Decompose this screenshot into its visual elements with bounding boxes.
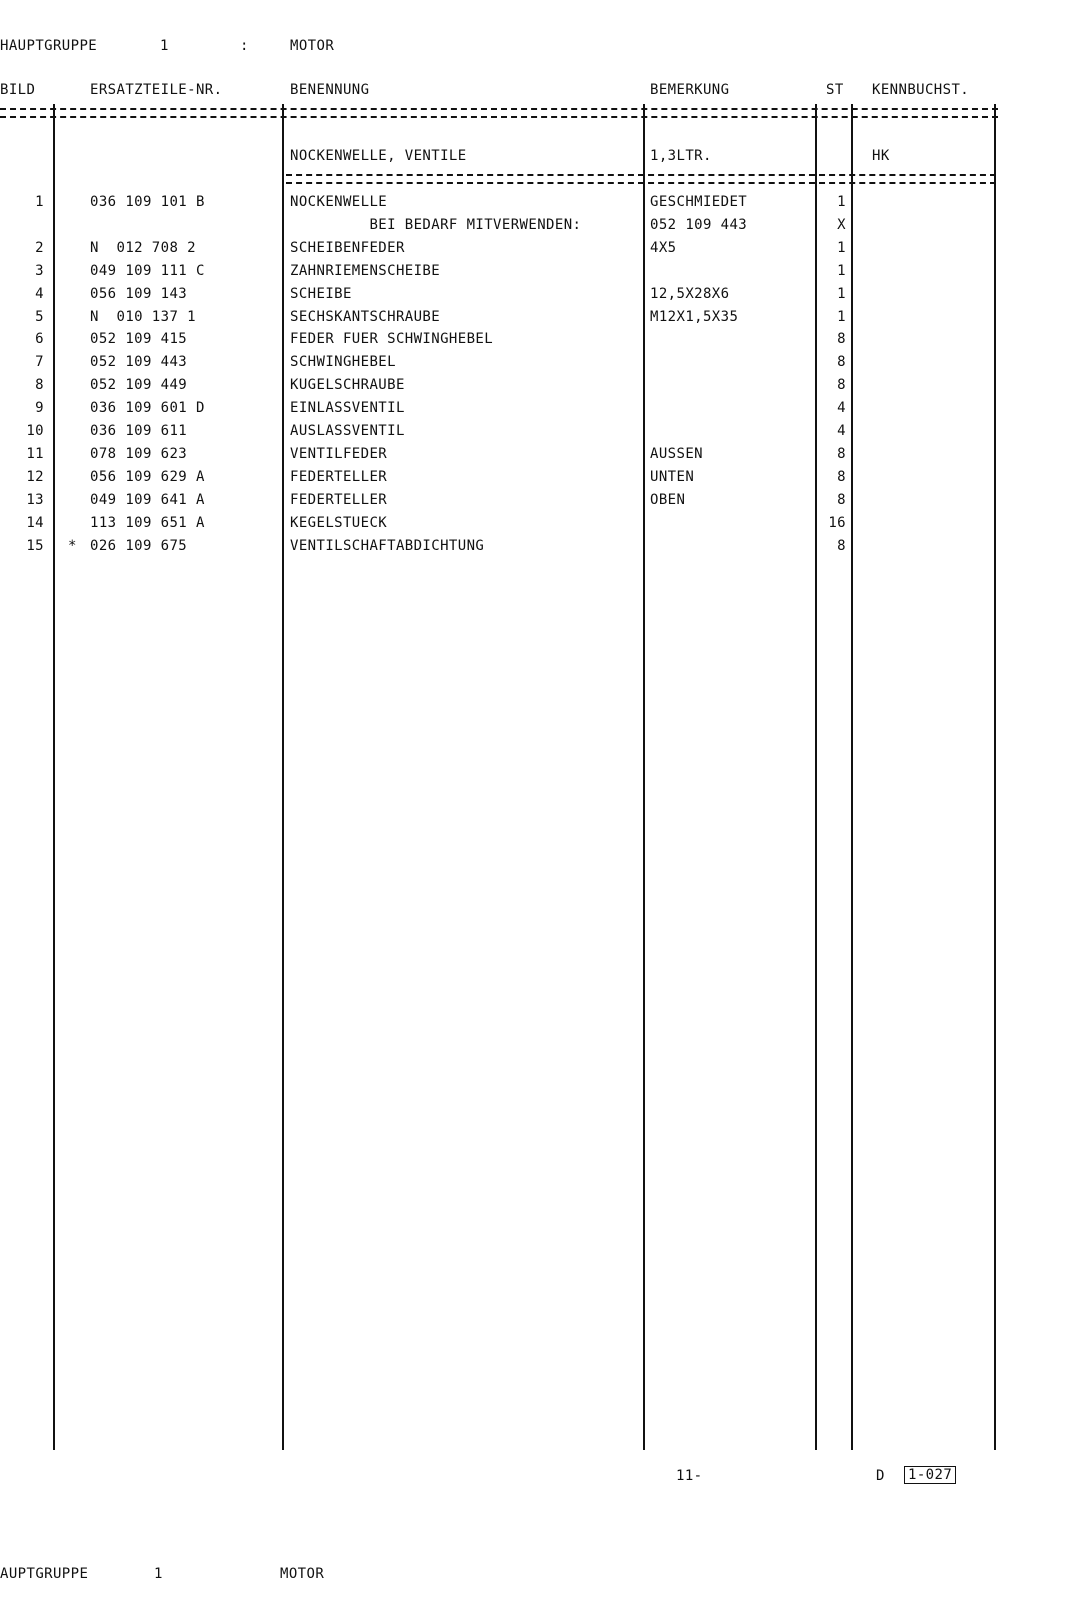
row-remark: 052 109 443 (650, 216, 748, 233)
row-qty: 1 (837, 285, 846, 302)
page-letter: D (876, 1468, 885, 1484)
table-row (0, 538, 1082, 560)
table-row (0, 217, 1082, 239)
row-bild: 3 (35, 262, 44, 279)
row-part-number: 026 109 675 (90, 537, 188, 554)
row-qty: 8 (837, 537, 846, 554)
row-name: SECHSKANTSCHRAUBE (290, 308, 441, 325)
footer-group-label: AUPTGRUPPE (0, 1566, 89, 1582)
table-row (0, 286, 1082, 308)
row-qty: 1 (837, 262, 846, 279)
row-qty: 8 (837, 491, 846, 508)
row-part-number: N 012 708 2 (90, 239, 196, 256)
row-mark: * (68, 537, 77, 554)
row-qty: X (837, 216, 846, 233)
table-row (0, 515, 1082, 537)
row-part-number: 052 109 449 (90, 377, 188, 394)
row-remark: M12X1,5X35 (650, 308, 739, 325)
row-bild: 5 (35, 308, 44, 325)
row-qty: 4 (837, 423, 846, 439)
row-name: ZAHNRIEMENSCHEIBE (290, 262, 441, 279)
group-number: 1 (160, 38, 169, 54)
row-name: AUSLASSVENTIL (290, 423, 405, 439)
group-label: HAUPTGRUPPE (0, 38, 98, 54)
row-bild: 6 (35, 331, 44, 348)
row-bild: 14 (26, 514, 44, 531)
row-part-number: 078 109 623 (90, 445, 188, 462)
row-name: VENTILFEDER (290, 445, 388, 462)
table-row (0, 400, 1082, 422)
row-bild: 8 (35, 377, 44, 394)
row-name: SCHEIBE (290, 285, 352, 302)
col-code: KENNBUCHST. (872, 82, 970, 98)
row-bild: 7 (35, 354, 44, 371)
row-part-number: 052 109 415 (90, 331, 188, 348)
row-remark: OBEN (650, 491, 686, 508)
table-row (0, 309, 1082, 331)
row-part-number: 049 109 641 A (90, 491, 205, 508)
row-part-number: 036 109 601 D (90, 400, 205, 417)
col-bild: BILD (0, 82, 36, 98)
row-part-number: 056 109 629 A (90, 468, 205, 485)
row-qty: 4 (837, 400, 846, 417)
section-remark: 1,3LTR. (650, 148, 712, 164)
table-row (0, 469, 1082, 491)
row-name: FEDERTELLER (290, 468, 388, 485)
table-row (0, 354, 1082, 376)
section-code: HK (872, 148, 890, 164)
row-bild: 4 (35, 285, 44, 302)
table-row (0, 263, 1082, 285)
row-part-number: 056 109 143 (90, 285, 188, 302)
row-part-number: 036 109 611 (90, 423, 188, 439)
row-part-number: 049 109 111 C (90, 262, 205, 279)
row-name: KEGELSTUECK (290, 514, 388, 531)
row-bild: 13 (26, 491, 44, 508)
section-separator (286, 174, 996, 184)
table-row (0, 492, 1082, 514)
row-name: EINLASSVENTIL (290, 400, 405, 417)
col-name: BENENNUNG (290, 82, 370, 98)
page-reference: 1-027 (904, 1466, 956, 1484)
row-bild: 10 (26, 423, 44, 439)
row-remark: UNTEN (650, 468, 695, 485)
table-row (0, 423, 1082, 445)
row-remark: 12,5X28X6 (650, 285, 730, 302)
row-name: KUGELSCHRAUBE (290, 377, 405, 394)
row-qty: 1 (837, 239, 846, 256)
col-part-no: ERSATZTEILE-NR. (90, 82, 223, 98)
row-name: BEI BEDARF MITVERWENDEN: (290, 216, 582, 233)
section-title: NOCKENWELLE, VENTILE (290, 148, 467, 164)
page-number: 11- (676, 1468, 703, 1484)
row-name: NOCKENWELLE (290, 194, 388, 210)
row-name: FEDER FUER SCHWINGHEBEL (290, 331, 494, 348)
table-row (0, 194, 1082, 216)
header-colon: : (240, 38, 249, 54)
row-qty: 8 (837, 445, 846, 462)
row-bild: 12 (26, 468, 44, 485)
row-part-number: 052 109 443 (90, 354, 188, 371)
row-name: VENTILSCHAFTABDICHTUNG (290, 537, 485, 554)
table-row (0, 446, 1082, 468)
row-remark: GESCHMIEDET (650, 194, 748, 210)
row-qty: 1 (837, 308, 846, 325)
col-qty: ST (826, 82, 844, 98)
row-bild: 11 (26, 445, 44, 462)
col-remark: BEMERKUNG (650, 82, 730, 98)
row-remark: AUSSEN (650, 445, 703, 462)
row-name: SCHWINGHEBEL (290, 354, 396, 371)
header-separator (0, 108, 998, 118)
row-qty: 8 (837, 377, 846, 394)
row-bild: 9 (35, 400, 44, 417)
row-name: SCHEIBENFEDER (290, 239, 405, 256)
table-row (0, 331, 1082, 353)
row-part-number: 036 109 101 B (90, 194, 205, 210)
row-remark: 4X5 (650, 239, 677, 256)
row-part-number: N 010 137 1 (90, 308, 196, 325)
table-row (0, 377, 1082, 399)
row-bild: 15 (26, 537, 44, 554)
group-name: MOTOR (290, 38, 335, 54)
row-qty: 16 (828, 514, 846, 531)
footer-group-number: 1 (154, 1566, 163, 1582)
footer-group-name: MOTOR (280, 1566, 325, 1582)
row-name: FEDERTELLER (290, 491, 388, 508)
row-qty: 8 (837, 331, 846, 348)
table-row (0, 240, 1082, 262)
row-qty: 8 (837, 468, 846, 485)
row-bild: 2 (35, 239, 44, 256)
row-qty: 8 (837, 354, 846, 371)
row-bild: 1 (35, 194, 44, 210)
row-part-number: 113 109 651 A (90, 514, 205, 531)
row-qty: 1 (837, 194, 846, 210)
